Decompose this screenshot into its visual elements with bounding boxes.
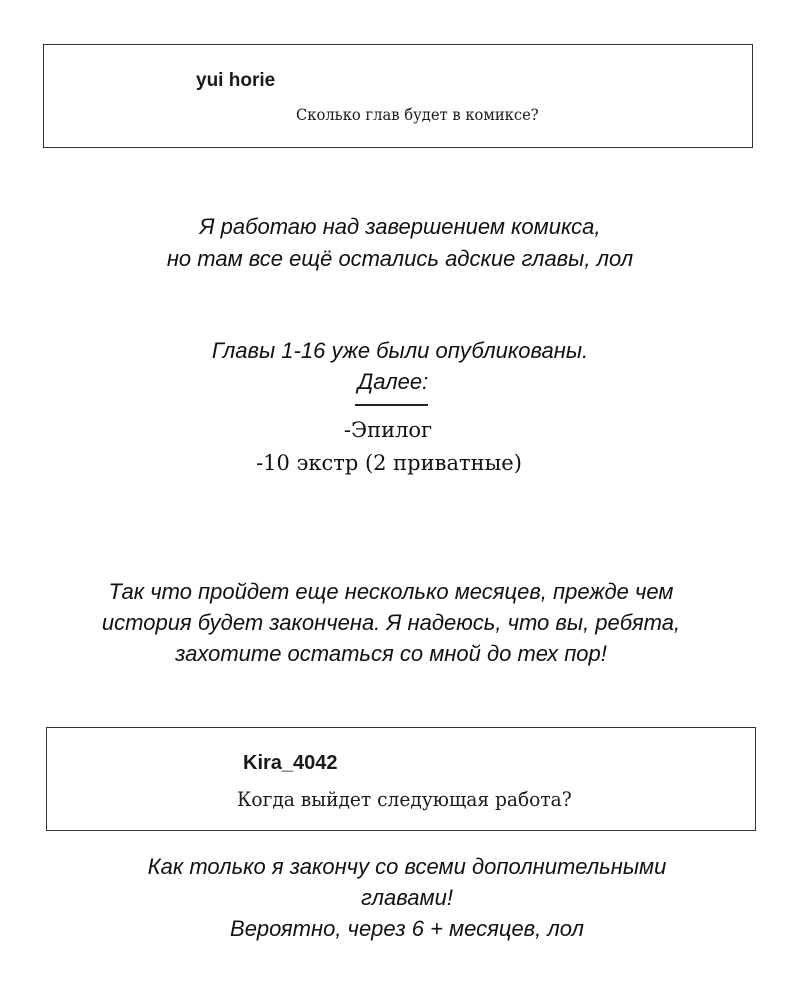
answer-line: Я работаю над завершением комикса, — [199, 214, 601, 239]
outro-line: захотите остаться со мной до тех пор! — [175, 641, 607, 666]
comment-box-yui-horie — [43, 44, 753, 148]
comment-username: yui horie — [196, 70, 276, 91]
comment-question: Когда выйдет следующая работа? — [237, 787, 572, 811]
answer-line: главами! — [361, 885, 453, 910]
outro-line: Так что пройдет еще несколько месяцев, прежде чем — [108, 579, 674, 604]
answer-line: Вероятно, через 6 + месяцев, лол — [230, 916, 584, 941]
upcoming-item-extras: -10 экстр (2 приватные) — [256, 451, 522, 475]
answer-paragraph-1 — [0, 211, 800, 275]
answer-paragraph-2 — [7, 851, 800, 944]
outro-paragraph — [0, 576, 791, 669]
published-status-text: Главы 1-16 уже были опубликованы. — [211, 338, 589, 363]
next-label: Далее: — [357, 369, 429, 394]
next-divider — [355, 404, 428, 406]
answer-line: Как только я закончу со всеми дополнительными — [147, 854, 667, 879]
answer-line: но там все ещё остались адские главы, лол — [166, 246, 634, 271]
comment-question: Сколько глав будет в комиксе? — [296, 105, 539, 124]
outro-line: история будет закончена. Я надеюсь, что вы, ребята, — [101, 610, 681, 635]
upcoming-item-epilogue: -Эпилог — [343, 418, 433, 442]
comment-box-kira — [46, 727, 756, 831]
comment-username: Kira_4042 — [243, 752, 338, 774]
